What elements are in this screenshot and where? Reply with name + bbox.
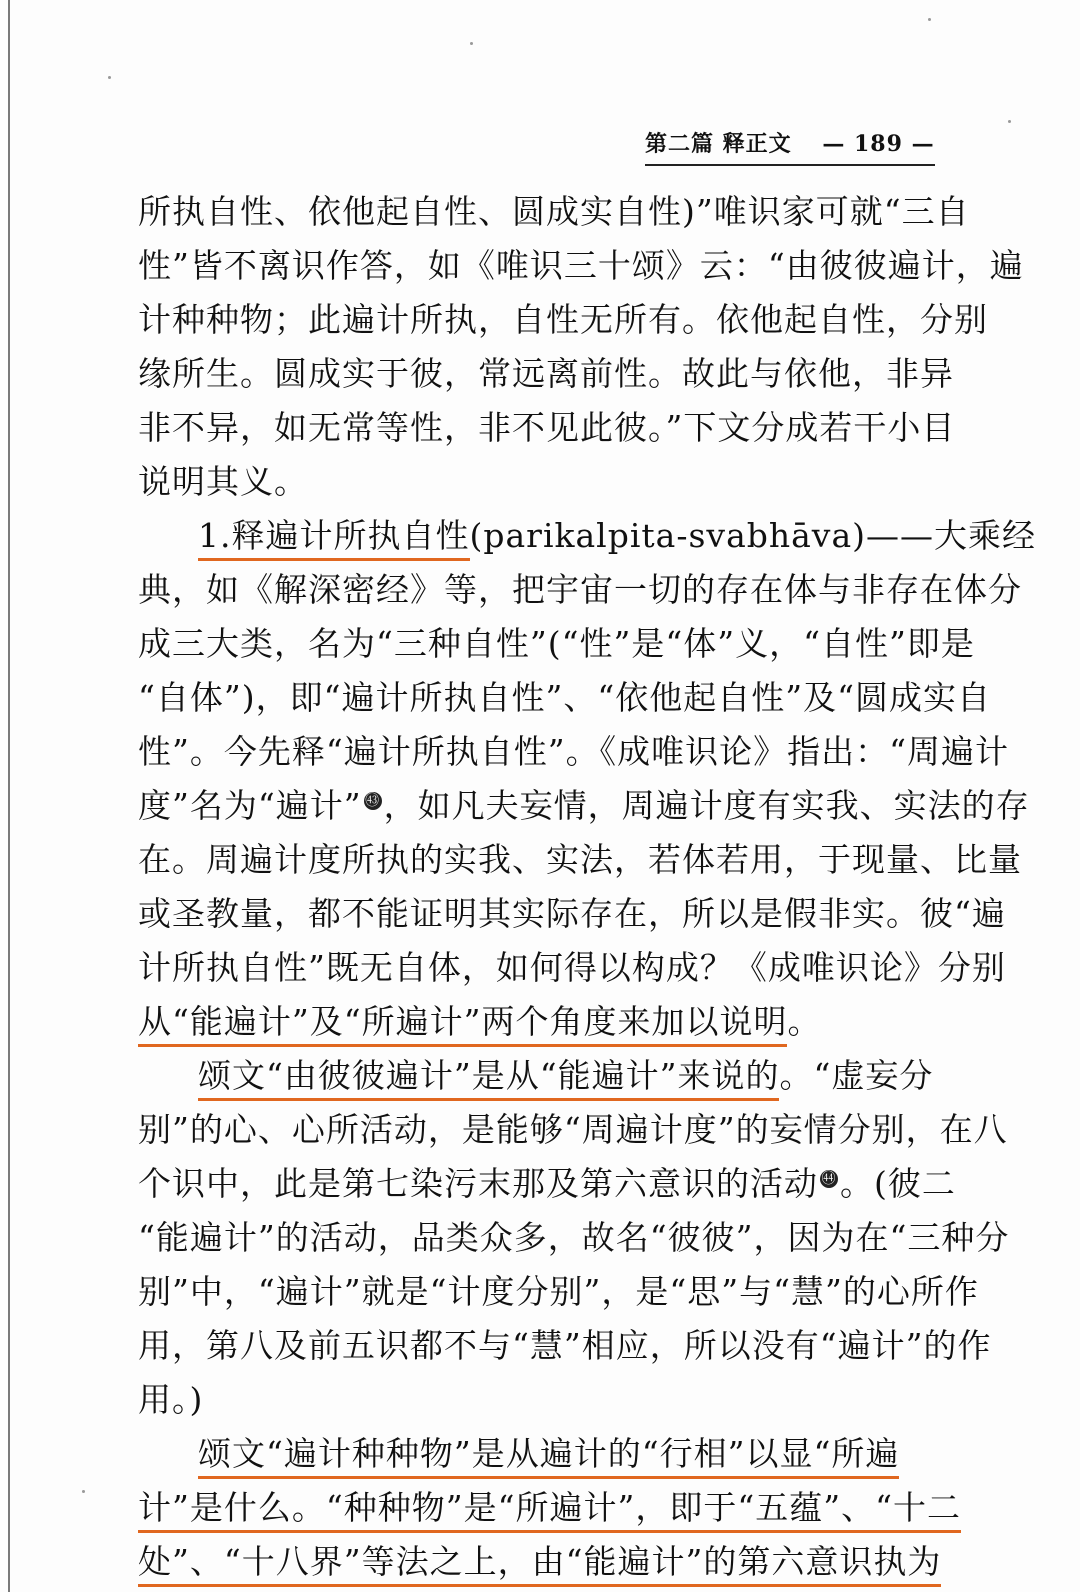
text-line [138, 1536, 942, 1588]
text-line: 别”的心、心所活动，是能够“周遍计度”的妄情分别，在八 [138, 1110, 1008, 1149]
text-line: 在。周遍计度所执的实我、实法，若体若用，于现量、比量 [138, 840, 1022, 879]
header-rule [645, 164, 935, 166]
text-line: 用，第八及前五识都不与“慧”相应，所以没有“遍计”的作 [138, 1326, 992, 1365]
text-line: “自体”)，即“遍计所执自性”、“依他起自性”及“圆成实自 [138, 678, 991, 717]
scan-speck [108, 76, 111, 79]
highlighted-text: 计”是什么。“种种物”是“所遍计”，即于“五蕴”、“十二 [138, 1488, 961, 1533]
text-line: 用。) [138, 1380, 204, 1419]
text-fragment: 度”名为“遍计” [138, 786, 362, 825]
footnote-marker: ㊸ [365, 793, 381, 809]
highlighted-text: 处”、“十八界”等法之上，由“能遍计”的第六意识执为 [138, 1542, 941, 1587]
scan-speck [82, 1490, 85, 1493]
highlighted-heading: 1.释遍计所执自性 [198, 516, 470, 561]
text-line [198, 1050, 938, 1102]
chapter-title: 第二篇 释正文 [645, 131, 792, 157]
text-line: 计所执自性”既无自体，如何得以构成？《成唯识论》分别 [138, 948, 1006, 987]
text-line [138, 996, 938, 1048]
text-line: 性”。今先释“遍计所执自性”。《成唯识论》指出：“周遍计 [138, 732, 1009, 771]
section-heading-line [198, 510, 1036, 562]
highlighted-text: 颂文“由彼彼遍计”是从“能遍计”来说的 [198, 1056, 779, 1101]
page-edge [8, 0, 10, 1592]
text-line [138, 780, 1030, 832]
text-line: 成三大类，名为“三种自性”(“性”是“体”义，“自性”即是 [138, 624, 975, 663]
text-line [138, 1482, 961, 1534]
running-header [645, 128, 935, 160]
scan-speck [1008, 120, 1011, 123]
text-line: “能遍计”的活动，品类众多，故名“彼彼”，因为在“三种分 [138, 1218, 1010, 1257]
text-line: 缘所生。圆成实于彼，常远离前性。故此与依他，非异 [138, 354, 954, 393]
text-line: 典，如《解深密经》等，把宇宙一切的存在体与非存在体分 [138, 570, 1022, 609]
highlighted-text: 从“能遍计”及“所遍计”两个角度来加以说明 [138, 1002, 787, 1047]
text-line: 计种种物；此遍计所执，自性无所有。依他起自性，分别 [138, 300, 988, 339]
text-line: 说明其义。 [138, 462, 308, 501]
text-fragment: 。 [787, 1002, 822, 1041]
text-fragment: 。“虚妄分 [779, 1056, 934, 1095]
text-line: 所执自性、依他起自性、圆成实自性)”唯识家可就“三自 [138, 192, 970, 231]
heading-sanskrit: (parikalpita-svabhāva)——大乘经 [469, 516, 1036, 555]
text-fragment: 个识中，此是第七染污末那及第六意识的活动 [138, 1164, 818, 1203]
text-fragment: 。(彼二 [840, 1164, 956, 1203]
text-line: 别”中，“遍计”就是“计度分别”，是“思”与“慧”的心所作 [138, 1272, 979, 1311]
scan-speck [470, 42, 473, 45]
text-line: 非不异，如无常等性，非不见此彼。”下文分成若干小目 [138, 408, 956, 447]
text-line [138, 1158, 956, 1210]
page-number: — 189 — [822, 131, 935, 157]
text-line: 或圣教量，都不能证明其实际存在，所以是假非实。彼“遍 [138, 894, 1006, 933]
footnote-marker: ㊹ [821, 1171, 837, 1187]
highlighted-text: 颂文“遍计种种物”是从遍计的“行相”以显“所遍 [198, 1434, 899, 1479]
text-fragment: ，如凡夫妄情，周遍计度有实我、实法的存 [383, 786, 1030, 825]
text-line: 性”皆不离识作答，如《唯识三十颂》云：“由彼彼遍计，遍 [138, 246, 1024, 285]
scan-speck [928, 18, 931, 21]
text-line [198, 1428, 938, 1480]
